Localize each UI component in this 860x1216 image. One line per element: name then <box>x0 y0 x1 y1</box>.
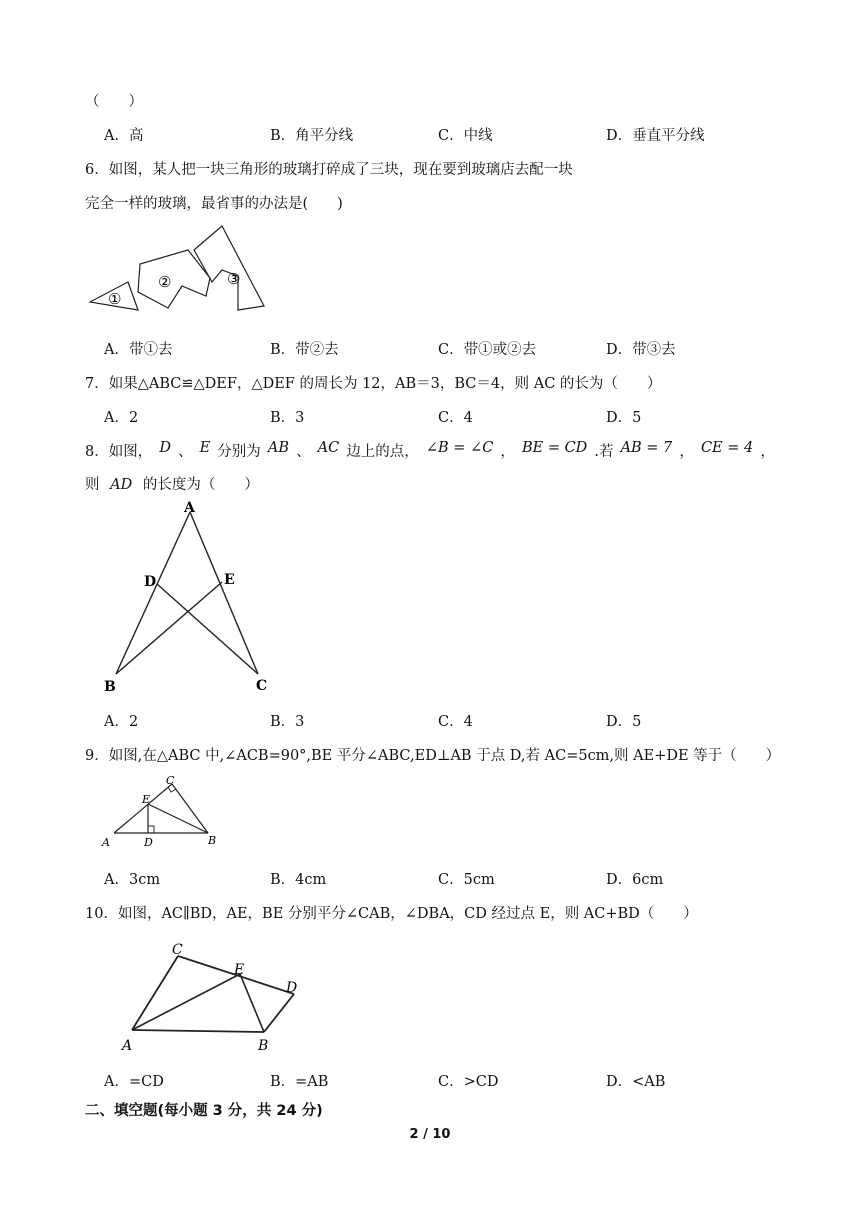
q8-option-b: B．3 <box>270 714 305 730</box>
q9-option-b: B．4cm <box>270 872 327 888</box>
q7-option-c: C．4 <box>438 410 473 426</box>
q5-option-b: B．角平分线 <box>270 128 354 144</box>
q8-label-d: D <box>144 574 157 590</box>
q10-label-b: B <box>258 1038 269 1054</box>
q10-option-a: A．=CD <box>104 1074 164 1090</box>
q8-var-ab: AB <box>267 440 289 456</box>
q9-label-d: D <box>144 836 153 849</box>
q6-text-line2: 完全一样的玻璃，最省事的办法是( ) <box>85 196 343 212</box>
q9-text: 9．如图,在△ABC 中,∠ACB=90°,BE 平分∠ABC,ED⊥AB 于点 D,若 AC=5cm,则 AE+DE 等于（ ） <box>85 748 781 764</box>
q8-option-a: A．2 <box>104 714 139 730</box>
q6-option-a: A．带①去 <box>104 342 173 358</box>
q7-option-a: A．2 <box>104 410 139 426</box>
q8-text-line1 <box>85 440 775 461</box>
q6-broken-glass-figure <box>88 224 273 318</box>
q7-option-b: B．3 <box>270 410 305 426</box>
q8-label-e: E <box>224 572 235 588</box>
q8-text-line2 <box>85 473 259 494</box>
q8-ab-value: AB = 7 <box>620 440 673 456</box>
q8-label-a: A <box>184 500 195 516</box>
q10-option-c: C．>CD <box>438 1074 499 1090</box>
q6-text-line1: 6．如图，某人把一块三角形的玻璃打碎成了三块，现在要到玻璃店去配一块 <box>85 162 573 178</box>
page-number: 2 / 10 <box>409 1127 451 1142</box>
q8-triangle-figure <box>98 498 283 696</box>
q9-right-triangle-figure <box>100 774 225 850</box>
q8-part: 分别为 <box>217 444 261 460</box>
q8-line2-prefix: 则 <box>85 477 100 493</box>
q9-label-b: B <box>208 834 217 847</box>
q8-part: ， <box>760 444 775 460</box>
q8-var-ad: AD <box>110 477 133 493</box>
q8-label-c: C <box>256 678 268 694</box>
q9-label-c: C <box>166 774 175 787</box>
q9-label-a: A <box>102 836 110 849</box>
q8-part: 、 <box>178 444 193 460</box>
q8-option-d: D．5 <box>606 714 642 730</box>
q9-label-e: E <box>142 793 151 806</box>
glass-piece-3 <box>194 226 264 310</box>
q9-option-c: C．5cm <box>438 872 495 888</box>
q8-var-e: E <box>199 440 211 456</box>
q10-option-d: D．<AB <box>606 1074 666 1090</box>
q5-option-d: D．垂直平分线 <box>606 128 705 144</box>
q10-label-d: D <box>286 980 298 996</box>
q8-part: ， <box>500 444 515 460</box>
q8-label-b: B <box>104 679 116 695</box>
q8-part: 8．如图， <box>85 444 153 460</box>
q6-option-d: D．带③去 <box>606 342 676 358</box>
q8-angle-eq: ∠B = ∠C <box>425 440 494 456</box>
glass-label-1: ① <box>108 290 122 308</box>
q8-line2-suffix: 的长度为（ ） <box>142 477 259 493</box>
q9-option-d: D．6cm <box>606 872 664 888</box>
q10-label-a: A <box>122 1038 133 1054</box>
q7-text: 7．如果△ABC≌△DEF，△DEF 的周长为 12，AB＝3，BC＝4，则 AC 的长为（ ） <box>85 376 662 392</box>
q6-option-b: B．带②去 <box>270 342 339 358</box>
q10-text: 10．如图，AC∥BD，AE，BE 分别平分∠CAB，∠DBA，CD 经过点 E，则 AC+BD（ ） <box>85 906 698 922</box>
q8-part: 边上的点， <box>346 444 419 460</box>
q10-label-c: C <box>172 942 183 958</box>
q5-option-c: C．中线 <box>438 128 493 144</box>
section-heading-fill-in-blank: 二、填空题(每小题 3 分，共 24 分) <box>85 1103 323 1119</box>
q10-quadrilateral-figure <box>118 940 308 1058</box>
q8-ce-value: CE = 4 <box>700 440 754 456</box>
q8-var-ac: AC <box>317 440 340 456</box>
glass-label-2: ② <box>158 273 172 291</box>
q8-option-c: C．4 <box>438 714 473 730</box>
q9-option-a: A．3cm <box>104 872 161 888</box>
q5-answer-paren: （ ） <box>85 94 143 110</box>
q8-part: 、 <box>296 444 311 460</box>
q8-var-d: D <box>159 440 171 456</box>
q5-option-a: A．高 <box>104 128 144 144</box>
q8-part: ， <box>679 444 694 460</box>
q8-be-cd: BE = CD <box>521 440 588 456</box>
glass-label-3: ③ <box>227 270 241 288</box>
q10-label-e: E <box>234 962 245 978</box>
q10-option-b: B．=AB <box>270 1074 329 1090</box>
q6-option-c: C．带①或②去 <box>438 342 537 358</box>
q8-part: .若 <box>594 444 614 460</box>
q7-option-d: D．5 <box>606 410 642 426</box>
